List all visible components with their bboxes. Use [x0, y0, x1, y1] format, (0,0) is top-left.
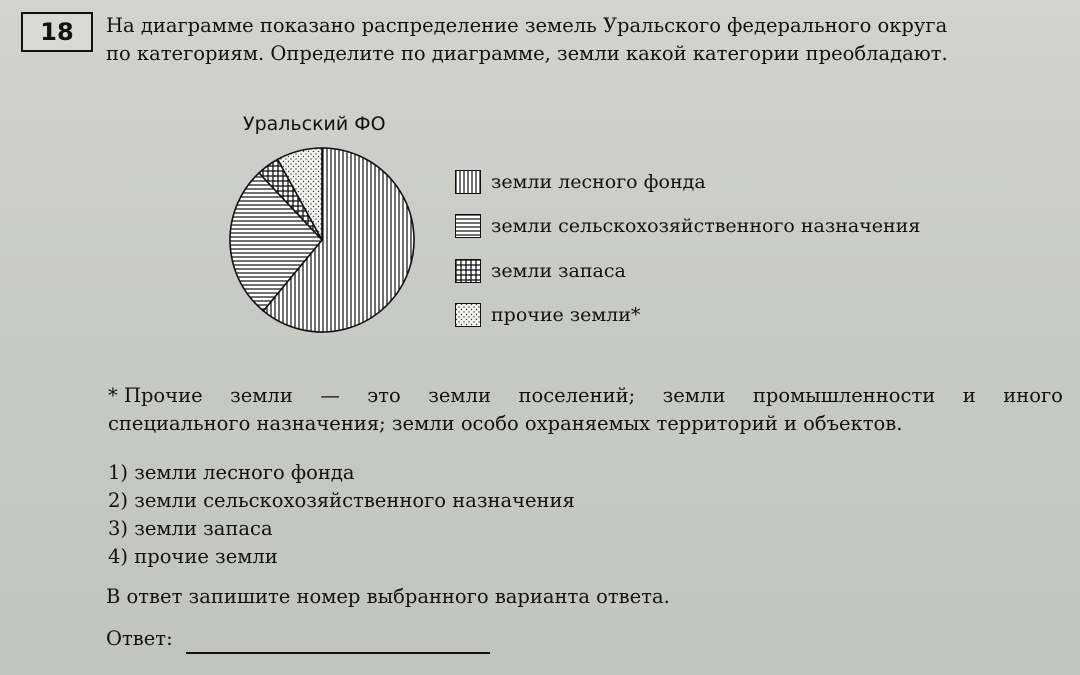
chart-legend	[455, 167, 920, 345]
answer-label: Ответ:	[106, 627, 173, 650]
legend-item-reserve	[455, 256, 920, 285]
question-line-1: На диаграмме показано распределение земель Уральского федерального округа	[106, 14, 948, 37]
pie-chart	[222, 140, 422, 340]
legend-item-forest	[455, 167, 920, 196]
legend-swatch-forest	[455, 170, 481, 194]
footnote	[108, 382, 1063, 438]
answer-options	[108, 459, 575, 571]
footnote-word: земли	[230, 384, 293, 407]
footnote-word: поселений;	[518, 384, 636, 407]
footnote-word: —	[320, 384, 340, 407]
legend-item-agricultural	[455, 212, 920, 241]
question-text	[106, 12, 1068, 68]
footnote-word: земли	[662, 384, 726, 407]
footnote-line-1	[108, 382, 1063, 410]
footnote-word: * Прочие	[108, 384, 203, 407]
legend-swatch-other	[455, 303, 481, 327]
option-4: 4) прочие земли	[108, 545, 278, 568]
option-3: 3) земли запаса	[108, 517, 273, 540]
question-line-2: по категориям. Определите по диаграмме, земли какой категории преобладают.	[106, 42, 948, 65]
question-number: 18	[21, 12, 93, 52]
legend-label-agricultural: земли сельскохозяйственного назначения	[491, 215, 921, 237]
option-2: 2) земли сельскохозяйственного назначения	[108, 489, 575, 512]
legend-swatch-reserve	[455, 259, 481, 283]
footnote-word: иного	[1003, 384, 1063, 407]
legend-label-reserve: земли запаса	[491, 259, 626, 282]
footnote-word: и	[962, 384, 976, 407]
footnote-word: это	[367, 384, 401, 407]
footnote-line-2: специального назначения; земли особо охраняемых территорий и объектов.	[108, 412, 903, 435]
legend-label-other: прочие земли*	[491, 304, 641, 326]
legend-swatch-agricultural	[455, 214, 481, 238]
legend-item-other	[455, 301, 920, 330]
instruction-text: В ответ запишите номер выбранного варианта ответа.	[106, 585, 670, 608]
legend-label-forest: земли лесного фонда	[491, 170, 706, 193]
answer-field[interactable]	[186, 628, 490, 654]
footnote-word: промышленности	[752, 384, 936, 407]
chart-title: Уральский ФО	[243, 113, 386, 135]
option-1: 1) земли лесного фонда	[108, 461, 355, 484]
footnote-word: земли	[428, 384, 491, 407]
